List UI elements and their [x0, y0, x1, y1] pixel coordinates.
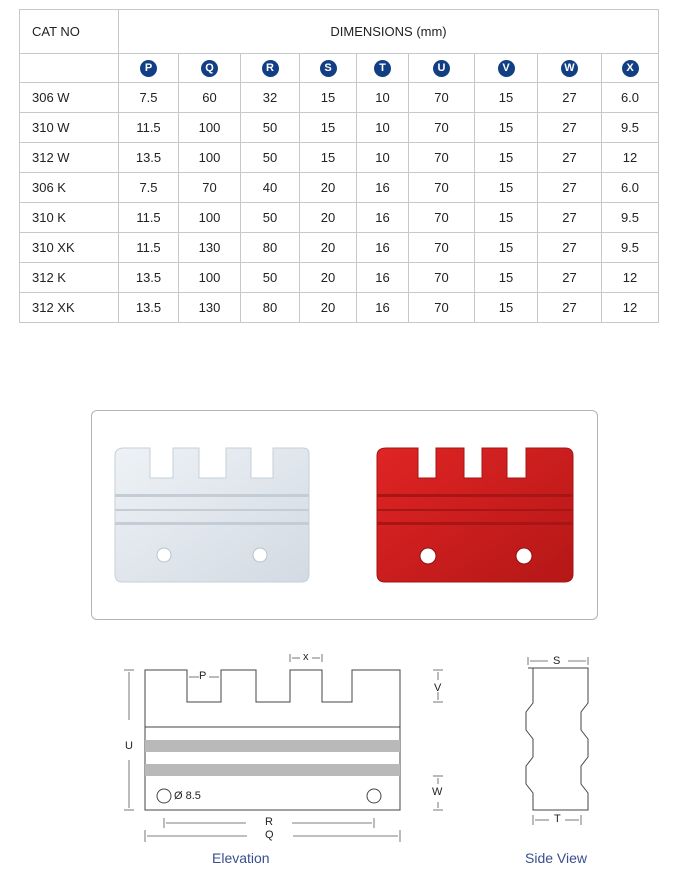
dimension-cell-u: 70 [409, 203, 475, 233]
column-badge-t: T [374, 60, 391, 77]
dimension-cell-x: 12 [602, 293, 659, 323]
dimension-cell-w: 27 [538, 143, 602, 173]
groove-band-lower [145, 764, 400, 776]
column-badge-u: U [433, 60, 450, 77]
dimension-cell-v: 15 [475, 293, 538, 323]
dimension-cell-p: 11.5 [119, 203, 179, 233]
cat-no-cell: 310 K [20, 203, 119, 233]
dimension-cell-w: 27 [538, 263, 602, 293]
table-row [20, 83, 659, 113]
column-badge-w: W [561, 60, 578, 77]
cat-no-cell: 306 W [20, 83, 119, 113]
dimension-cell-t: 10 [357, 113, 409, 143]
dimension-cell-u: 70 [409, 143, 475, 173]
dim-label-p: P [199, 670, 207, 682]
dimension-cell-v: 15 [475, 113, 538, 143]
dim-label-v: V [434, 682, 442, 694]
dimension-cell-p: 13.5 [119, 293, 179, 323]
dimension-cell-r: 80 [241, 293, 300, 323]
table-row [20, 203, 659, 233]
hole-diameter-label: Ø 8.5 [174, 790, 201, 802]
column-header-v [475, 54, 538, 83]
dimension-cell-q: 130 [179, 293, 241, 323]
dimension-cell-t: 16 [357, 263, 409, 293]
product-photo-frame [91, 410, 598, 620]
table-row [20, 263, 659, 293]
column-badge-q: Q [201, 60, 218, 77]
dimension-cell-r: 50 [241, 113, 300, 143]
dimension-cell-t: 10 [357, 143, 409, 173]
dimension-cell-r: 50 [241, 263, 300, 293]
dimension-cell-p: 11.5 [119, 233, 179, 263]
dimension-cell-v: 15 [475, 233, 538, 263]
dimension-cell-p: 7.5 [119, 173, 179, 203]
dimension-cell-u: 70 [409, 293, 475, 323]
column-badge-r: R [262, 60, 279, 77]
side-view-caption: Side View [525, 850, 588, 866]
elevation-caption: Elevation [212, 850, 270, 866]
dimension-cell-u: 70 [409, 173, 475, 203]
table-row [20, 293, 659, 323]
dimension-cell-t: 16 [357, 203, 409, 233]
dimension-cell-r: 50 [241, 203, 300, 233]
red-connector-image [377, 448, 573, 582]
dimension-cell-x: 12 [602, 263, 659, 293]
dimension-cell-u: 70 [409, 83, 475, 113]
dimension-cell-r: 40 [241, 173, 300, 203]
dimension-cell-t: 16 [357, 233, 409, 263]
empty-header-cell [20, 54, 119, 83]
dim-label-q: Q [265, 829, 274, 841]
table-row [20, 173, 659, 203]
technical-drawing [0, 640, 677, 885]
dimension-cell-r: 32 [241, 83, 300, 113]
cat-no-header: CAT NO [20, 10, 119, 54]
dim-label-r: R [265, 816, 273, 828]
column-header-s [300, 54, 357, 83]
dimension-cell-q: 60 [179, 83, 241, 113]
dimension-cell-w: 27 [538, 83, 602, 113]
cat-no-cell: 312 K [20, 263, 119, 293]
table-row [20, 143, 659, 173]
column-badge-s: S [320, 60, 337, 77]
dimension-cell-x: 12 [602, 143, 659, 173]
column-badge-v: V [498, 60, 515, 77]
cat-no-cell: 310 XK [20, 233, 119, 263]
column-badge-x: X [622, 60, 639, 77]
dimension-cell-q: 70 [179, 173, 241, 203]
column-header-q [179, 54, 241, 83]
dimension-cell-u: 70 [409, 113, 475, 143]
dimension-cell-x: 9.5 [602, 203, 659, 233]
column-badge-p: P [140, 60, 157, 77]
cat-no-cell: 306 K [20, 173, 119, 203]
dimension-cell-q: 100 [179, 143, 241, 173]
dimension-cell-p: 13.5 [119, 143, 179, 173]
table-row [20, 113, 659, 143]
dimension-cell-u: 70 [409, 263, 475, 293]
dimension-cell-t: 10 [357, 83, 409, 113]
dimension-cell-v: 15 [475, 263, 538, 293]
dimension-cell-s: 20 [300, 233, 357, 263]
cat-no-cell: 310 W [20, 113, 119, 143]
dimension-cell-w: 27 [538, 233, 602, 263]
dimension-cell-x: 9.5 [602, 113, 659, 143]
table-row [20, 233, 659, 263]
dimension-cell-x: 9.5 [602, 233, 659, 263]
dimension-cell-u: 70 [409, 233, 475, 263]
dimension-cell-v: 15 [475, 173, 538, 203]
dimension-cell-p: 11.5 [119, 113, 179, 143]
dimension-cell-v: 15 [475, 143, 538, 173]
dimension-cell-s: 15 [300, 83, 357, 113]
dim-label-w: W [432, 786, 443, 798]
column-header-x [602, 54, 659, 83]
dimension-cell-s: 20 [300, 293, 357, 323]
dimension-cell-p: 7.5 [119, 83, 179, 113]
dimension-cell-s: 15 [300, 113, 357, 143]
column-header-w [538, 54, 602, 83]
dim-label-u: U [125, 740, 133, 752]
column-header-u [409, 54, 475, 83]
dimension-cell-w: 27 [538, 113, 602, 143]
dimensions-table [19, 9, 659, 323]
dimension-cell-x: 6.0 [602, 173, 659, 203]
dimensions-header: DIMENSIONS (mm) [119, 10, 659, 54]
dim-label-x: x [303, 651, 309, 663]
cat-no-cell: 312 W [20, 143, 119, 173]
dim-label-t: T [554, 813, 561, 825]
dimension-cell-q: 100 [179, 113, 241, 143]
dimension-cell-s: 20 [300, 203, 357, 233]
dimension-cell-s: 15 [300, 143, 357, 173]
dimension-cell-s: 20 [300, 173, 357, 203]
dimension-cell-v: 15 [475, 83, 538, 113]
dimension-cell-x: 6.0 [602, 83, 659, 113]
dimension-cell-w: 27 [538, 293, 602, 323]
dimension-cell-t: 16 [357, 173, 409, 203]
dimension-cell-v: 15 [475, 203, 538, 233]
cat-no-cell: 312 XK [20, 293, 119, 323]
groove-band-upper [145, 740, 400, 752]
dimension-cell-q: 100 [179, 203, 241, 233]
dimension-cell-q: 100 [179, 263, 241, 293]
dimension-cell-r: 80 [241, 233, 300, 263]
dimension-cell-r: 50 [241, 143, 300, 173]
dim-label-s: S [553, 655, 561, 667]
dimension-cell-w: 27 [538, 203, 602, 233]
dimension-cell-t: 16 [357, 293, 409, 323]
dimension-cell-w: 27 [538, 173, 602, 203]
dimension-cell-q: 130 [179, 233, 241, 263]
white-connector-image [115, 448, 309, 582]
dimension-cell-s: 20 [300, 263, 357, 293]
column-header-t [357, 54, 409, 83]
dimension-cell-p: 13.5 [119, 263, 179, 293]
column-header-r [241, 54, 300, 83]
column-header-p [119, 54, 179, 83]
